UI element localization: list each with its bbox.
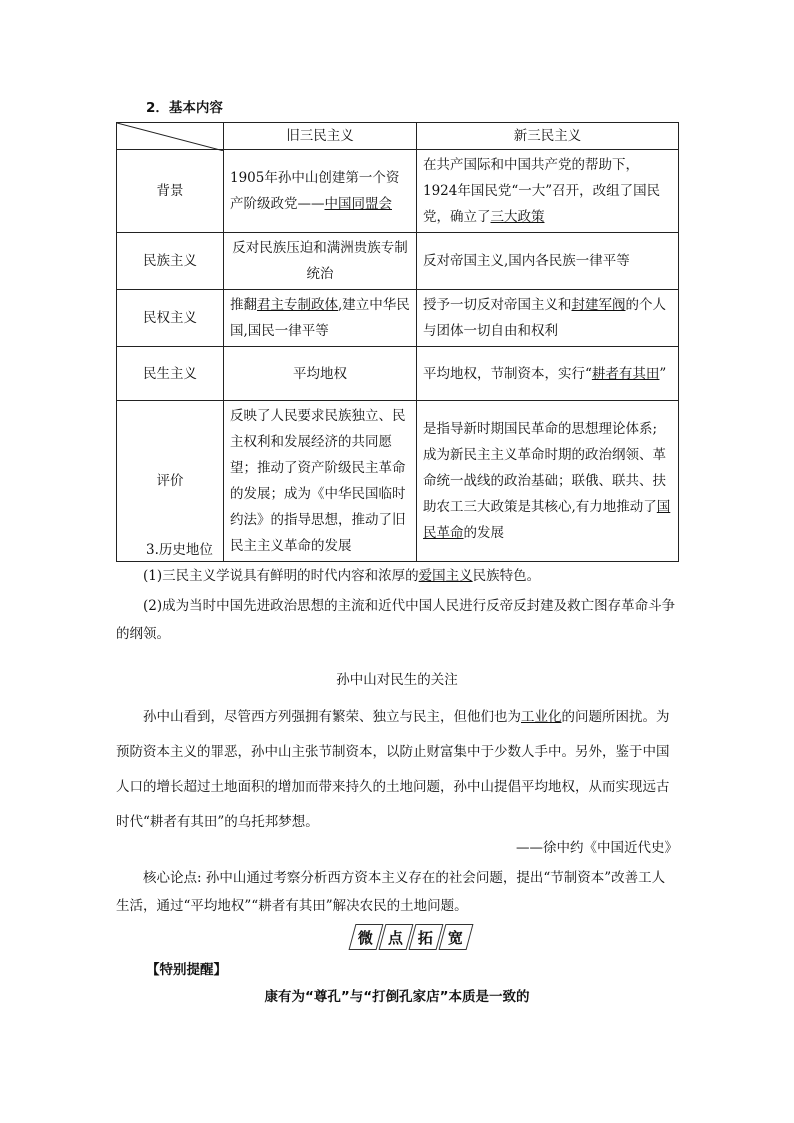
table-row (117, 290, 679, 347)
cell-old: 反映了人民要求民族独立、民主权利和发展经济的共同愿望；推动了资产阶级民主革命的发展；成为《中华民国临时约法》的指导思想，推动了旧民主主义革命的发展 (224, 401, 417, 562)
cell-old: 推翻君主专制政体,建立中华民国,国民一律平等 (224, 290, 417, 347)
row-label: 民族主义 (117, 233, 224, 290)
cell-new: 在共产国际和中国共产党的帮助下，1924年国民党“一大”召开，改组了国民党，确立了三大政策 (417, 150, 679, 233)
diagonal-line (117, 123, 224, 151)
table-header-row (117, 123, 679, 150)
history-point-2: (2)成为当时中国先进政治思想的主流和近代中国人民进行反帝反封建及救亡图存革命斗争的纲领。 (116, 598, 676, 642)
history-title: 3.历史地位 (146, 542, 213, 558)
banner-chip: 宽 (439, 924, 474, 950)
section-title: 2．基本内容 (146, 100, 223, 116)
cell-new: 是指导新时期国民革命的思想理论体系; 成为新民主主义革命时期的政治纲领、革命统一战线的政治基础；联俄、联共、扶助农工三大政策是其核心,有力地推动了国民革命的发展 (417, 401, 679, 562)
quote-source: ——徐中约《中国近代史》 (516, 840, 678, 856)
header-new: 新三民主义 (417, 123, 679, 150)
cell-new: 授予一切反对帝国主义和封建军阀的个人与团体一切自由和权利 (417, 290, 679, 347)
core-point: 核心论点: 孙中山通过考察分析西方资本主义存在的社会问题，提出“节制资本”改善工人生活，通过“平均地权”“耕者有其田”解决农民的土地问题。 (116, 870, 666, 914)
row-label: 民生主义 (117, 347, 224, 401)
comparison-table (116, 122, 679, 562)
row-label: 民权主义 (117, 290, 224, 347)
section-banner (352, 924, 472, 950)
history-point-1: (1)三民主义学说具有鲜明的时代内容和浓厚的爱国主义民族特色。 (143, 568, 541, 584)
reminder-text: 康有为“尊孔”与“打倒孔家店”本质是一致的 (264, 989, 530, 1005)
table-row (117, 233, 679, 290)
reminder-title: 【特别提醒】 (146, 962, 227, 978)
reading-title: 孙中山对民生的关注 (336, 672, 458, 688)
corner-cell (117, 123, 224, 150)
table-row (117, 347, 679, 401)
cell-new: 反对帝国主义,国内各民族一律平等 (417, 233, 679, 290)
banner-chip: 拓 (409, 924, 444, 950)
banner-chip: 微 (349, 924, 384, 950)
cell-old: 平均地权 (224, 347, 417, 401)
reading-quote: 孙中山看到，尽管西方列强拥有繁荣、独立与民主，但他们也为工业化的问题所困扰。为预防资本主义的罪恶，孙中山主张节制资本，以防止财富集中于少数人手中。另外，鉴于中国人口的增长超过土地面积的增加而带来持久的土地问题，孙中山提倡平均地权，从而实现远古时代“耕者有其田”的乌托邦梦想。 (116, 709, 670, 830)
banner-chip: 点 (379, 924, 414, 950)
header-old: 旧三民主义 (224, 123, 417, 150)
row-label: 背景 (117, 150, 224, 233)
table-row (117, 150, 679, 233)
row-label: 评价 (117, 401, 224, 562)
cell-old: 反对民族压迫和满洲贵族专制统治 (224, 233, 417, 290)
cell-new: 平均地权，节制资本，实行“耕者有其田” (417, 347, 679, 401)
cell-old: 1905年孙中山创建第一个资产阶级政党——中国同盟会 (224, 150, 417, 233)
